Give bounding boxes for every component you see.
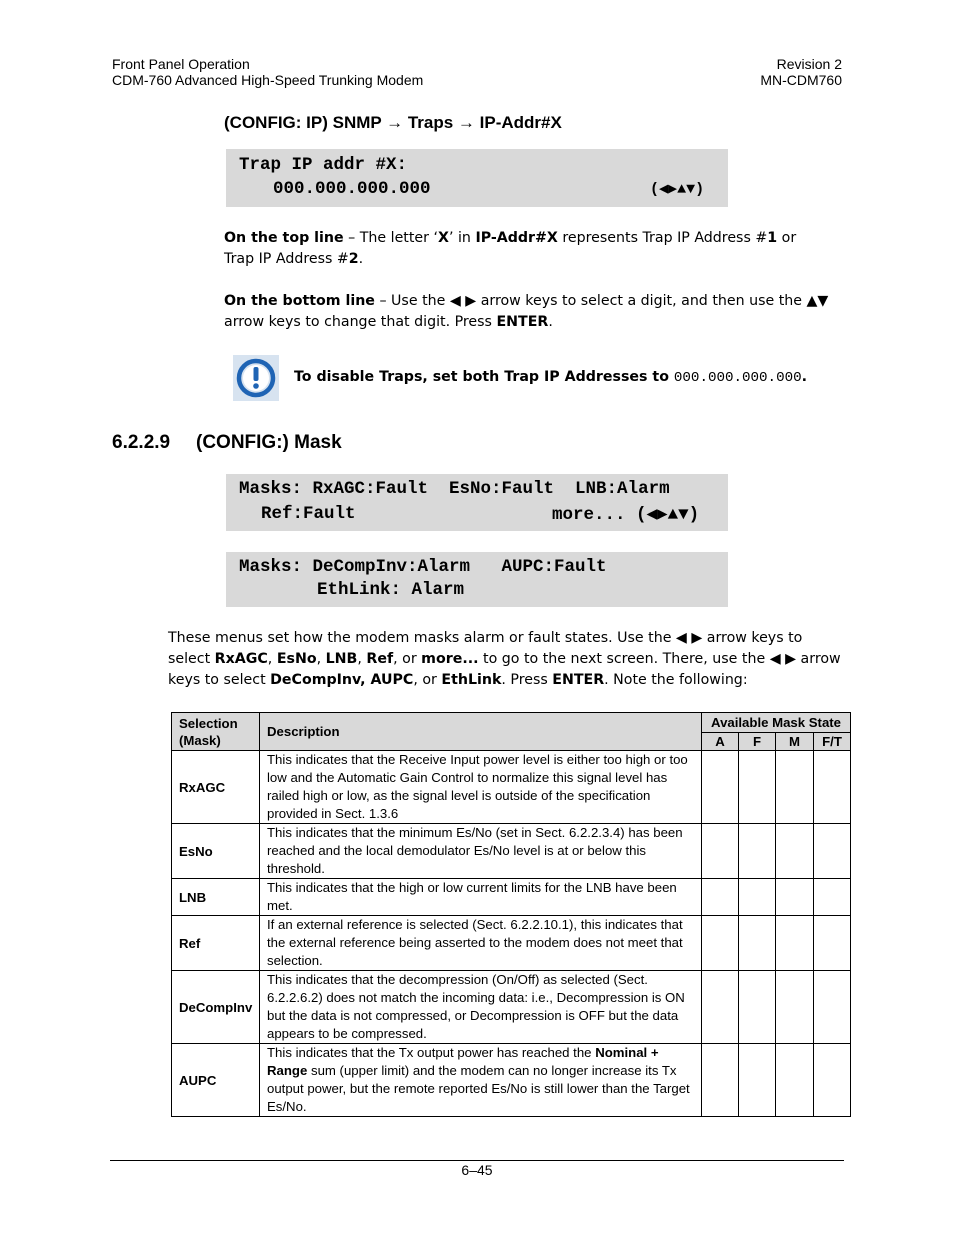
section-title: (CONFIG:) Mask	[196, 432, 342, 453]
mask-description-paragraph: These menus set how the modem masks alarm or fault states. Use the ◀ ▶ arrow keys to select RxAGC, EsNo, LNB, Ref, or more... to go to the next screen. There, use the ◀ ▶ arrow keys to select DeCompInv, AUPC, or EthLink. Press ENTER. Note the following:	[168, 630, 841, 688]
state-cell-ft	[814, 751, 851, 824]
state-cell-f	[739, 916, 776, 971]
state-cell-m	[776, 751, 814, 824]
row-selection: DeCompInv	[172, 971, 260, 1044]
header-m: M	[776, 733, 814, 751]
trap-ip-lcd-display	[226, 149, 728, 207]
mask-lcd-display-2	[226, 552, 728, 607]
note-text: To disable Traps, set both Trap IP Addresses to 000.000.000.000.	[294, 369, 808, 386]
bottom-line-paragraph: On the bottom line – Use the ◀ ▶ arrow keys to select a digit, and then use the ▲▼ arrow keys to change that digit. Press ENTER.	[224, 293, 829, 330]
table-row	[172, 824, 851, 879]
mask-lcd-display-1	[226, 474, 728, 531]
header-revision: Revision 2	[776, 56, 842, 72]
section-number: 6.2.2.9	[112, 432, 171, 453]
state-cell-ft	[814, 1044, 851, 1117]
state-cell-a	[702, 916, 739, 971]
exclamation-circle-icon	[233, 355, 279, 401]
lcd1-top-line: Masks: RxAGC:Fault EsNo:Fault LNB:Alarm	[239, 479, 670, 499]
row-selection: AUPC	[172, 1044, 260, 1117]
row-description: This indicates that the high or low current limits for the LNB have been met.	[260, 879, 702, 916]
lcd2-top-line: Masks: DeCompInv:Alarm AUPC:Fault	[239, 557, 607, 577]
header-available-mask-state: Available Mask State	[702, 713, 851, 733]
state-cell-ft	[814, 879, 851, 916]
state-cell-m	[776, 916, 814, 971]
header-f: F	[739, 733, 776, 751]
state-cell-f	[739, 1044, 776, 1117]
state-cell-m	[776, 1044, 814, 1117]
row-description: If an external reference is selected (Sect. 6.2.2.10.1), this indicates that the external reference being asserted to the modem does not meet that selection.	[260, 916, 702, 971]
row-description: This indicates that the decompression (On/Off) as selected (Sect. 6.2.2.6.2) does not match the incoming data: i.e., Decompression is ON but the data is not compressed, or Decompression is OFF but the data appears to be compressed.	[260, 971, 702, 1044]
lcd1-bottom-line: Ref:Fault	[261, 504, 356, 524]
state-cell-a	[702, 971, 739, 1044]
table-row	[172, 879, 851, 916]
note-ip-value: 000.000.000.000	[673, 370, 802, 386]
header-product-name: CDM-760 Advanced High-Speed Trunking Modem	[112, 72, 424, 88]
state-cell-a	[702, 879, 739, 916]
lcd1-more-keys: more... (◀▶▲▼)	[552, 505, 700, 525]
header-ft: F/T	[814, 733, 851, 751]
state-cell-ft	[814, 971, 851, 1044]
header-selection-mask: Selection (Mask)	[172, 713, 260, 751]
state-cell-m	[776, 879, 814, 916]
lcd-arrow-keys: (◀▶▲▼)	[650, 181, 705, 198]
state-cell-m	[776, 824, 814, 879]
snmp-traps-heading: (CONFIG: IP) SNMP → Traps → IP-Addr#X	[224, 113, 562, 132]
state-cell-f	[739, 879, 776, 916]
footer-rule	[110, 1160, 844, 1161]
state-cell-f	[739, 824, 776, 879]
state-cell-f	[739, 751, 776, 824]
table-row	[172, 916, 851, 971]
row-selection: LNB	[172, 879, 260, 916]
row-description: This indicates that the Receive Input power level is either too high or too low and the Automatic Gain Control to normalize this signal level has railed high or low, as the signal level is outside of the specification provided in Sect. 1.3.6	[260, 751, 702, 824]
top-line-paragraph: On the top line – The letter ‘X’ in IP-Addr#X represents Trap IP Address #1 or Trap IP Address #2.	[224, 230, 797, 267]
row-selection: EsNo	[172, 824, 260, 879]
mask-state-table	[171, 712, 851, 1117]
state-cell-a	[702, 751, 739, 824]
header-a: A	[702, 733, 739, 751]
mask-section-heading	[112, 432, 342, 454]
state-cell-ft	[814, 916, 851, 971]
lcd2-bottom-line: EthLink: Alarm	[317, 580, 465, 600]
state-cell-ft	[814, 824, 851, 879]
table-row	[172, 971, 851, 1044]
row-selection: RxAGC	[172, 751, 260, 824]
header-description: Description	[260, 713, 702, 751]
header-right	[760, 56, 842, 88]
lcd-top-line: Trap IP addr #X:	[239, 155, 408, 175]
row-description: This indicates that the Tx output power has reached the Nominal + Range sum (upper limit) and the modem can no longer increase its Tx output power, but the remote reported Es/No is still lower than the Target Es/No.	[260, 1044, 702, 1117]
header-manual-number: MN-CDM760	[760, 72, 842, 88]
header-section-title: Front Panel Operation	[112, 56, 250, 72]
header-left	[112, 56, 423, 88]
state-cell-m	[776, 971, 814, 1044]
state-cell-a	[702, 824, 739, 879]
row-description: This indicates that the minimum Es/No (set in Sect. 6.2.2.3.4) has been reached and the local demodulator Es/No level is at or below this threshold.	[260, 824, 702, 879]
state-cell-f	[739, 971, 776, 1044]
row-selection: Ref	[172, 916, 260, 971]
table-row	[172, 1044, 851, 1117]
table-row	[172, 751, 851, 824]
state-cell-a	[702, 1044, 739, 1117]
page-number: 6–45	[461, 1162, 493, 1178]
lcd-bottom-line: 000.000.000.000	[273, 179, 431, 199]
